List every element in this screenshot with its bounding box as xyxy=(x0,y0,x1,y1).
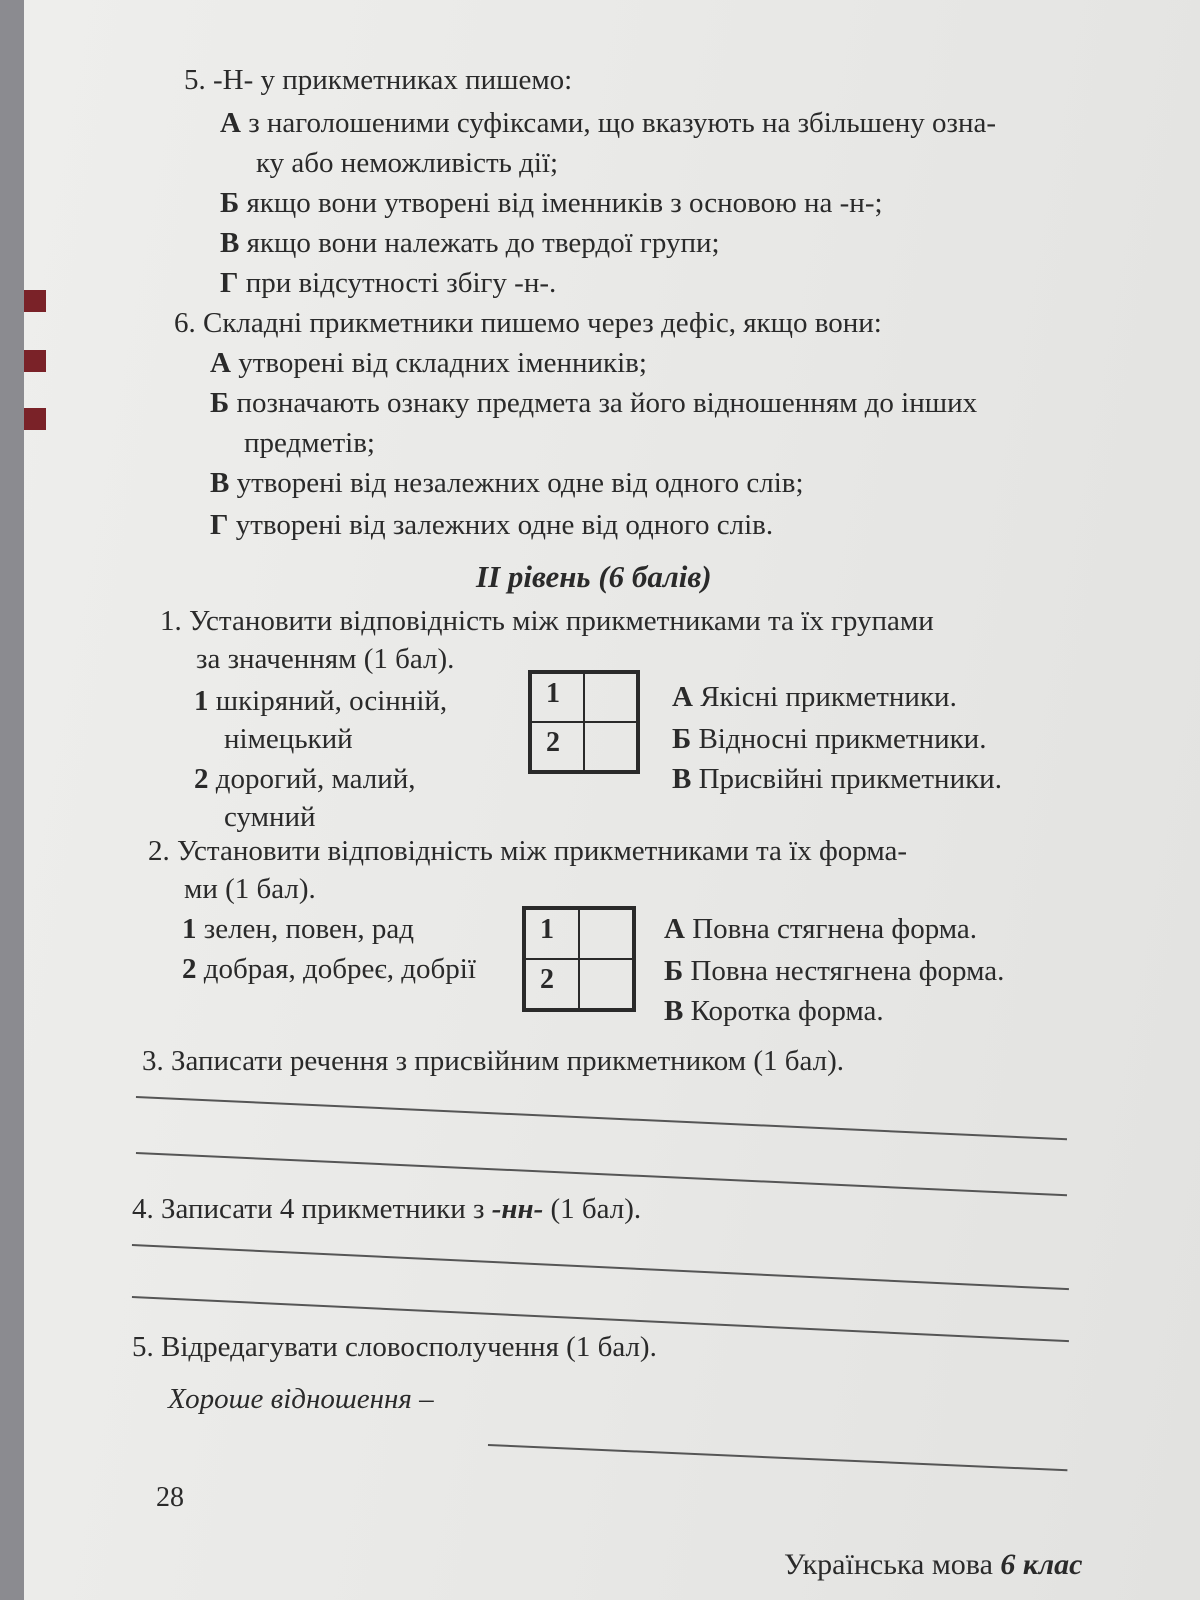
grid-cell-label: 1 xyxy=(525,909,579,959)
page-edge-mark xyxy=(24,350,46,372)
task1-item-2: 2 дорогий, малий, xyxy=(194,763,416,795)
task1-answer-grid xyxy=(528,670,640,774)
page-edge-mark xyxy=(24,408,46,430)
task2-item-1: 1 зелен, повен, рад xyxy=(182,913,414,945)
q5-stem: 5. -Н- у прикметниках пишемо: xyxy=(184,64,573,96)
answer-line[interactable] xyxy=(132,1244,1069,1290)
task2-item-2: 2 добрая, добреє, добрії xyxy=(182,953,476,985)
task2-stem-cont: ми (1 бал). xyxy=(184,873,316,905)
task1-stem: 1. Установити відповідність між прикметниками та їх групами xyxy=(160,605,934,637)
grid-cell-label: 2 xyxy=(531,722,584,771)
q5-option-b: Б якщо вони утворені від іменників з основою на -н-; xyxy=(220,187,883,219)
task1-item-2-cont: сумний xyxy=(224,801,316,833)
task1-answer-c: В Присвійні прикметники. xyxy=(672,763,1002,795)
q5-option-d: Г при відсутності збігу -н-. xyxy=(220,267,557,299)
task2-answer-c: В Коротка форма. xyxy=(664,995,884,1027)
grid-cell-label: 2 xyxy=(525,959,579,1009)
task2-answer-a: А Повна стягнена форма. xyxy=(664,913,978,945)
q6-stem: 6. Складні прикметники пишемо через дефіс, якщо вони: xyxy=(174,307,882,339)
q5-option-a-cont: ку або неможливість дії; xyxy=(256,147,559,179)
answer-line[interactable] xyxy=(136,1152,1067,1196)
task3-stem: 3. Записати речення з присвійним прикметником (1 бал). xyxy=(142,1045,845,1077)
q6-option-b: Б позначають ознаку предмета за його відношенням до інших xyxy=(210,387,978,419)
workbook-page xyxy=(24,0,1200,1600)
q6-option-d: Г утворені від залежних одне від одного слів. xyxy=(210,509,774,541)
task1-answer-b: Б Відносні прикметники. xyxy=(672,723,987,755)
book-footer: Українська мова 6 клас xyxy=(784,1548,1083,1581)
grid-answer-cell[interactable] xyxy=(579,909,633,959)
q6-option-c: В утворені від незалежних одне від одного слів; xyxy=(210,467,804,499)
answer-line[interactable] xyxy=(488,1444,1068,1471)
task2-stem: 2. Установити відповідність між прикметниками та їх форма- xyxy=(148,835,908,867)
task1-answer-a: А Якісні прикметники. xyxy=(672,681,957,713)
task5-phrase: Хороше відношення – xyxy=(168,1383,434,1415)
grid-cell-label: 1 xyxy=(531,673,584,722)
q6-option-a: А утворені від складних іменників; xyxy=(210,347,647,379)
grid-answer-cell[interactable] xyxy=(579,959,633,1009)
answer-line[interactable] xyxy=(136,1096,1067,1140)
page-edge-mark xyxy=(24,290,46,312)
task2-answer-b: Б Повна нестягнена форма. xyxy=(664,955,1005,987)
task1-item-1: 1 шкіряний, осінній, xyxy=(194,685,448,717)
task1-item-1-cont: німецький xyxy=(224,723,353,755)
grid-answer-cell[interactable] xyxy=(584,673,637,722)
task2-answer-grid xyxy=(522,906,636,1012)
task4-stem: 4. Записати 4 прикметники з -нн- (1 бал). xyxy=(132,1193,642,1225)
task1-stem-cont: за значенням (1 бал). xyxy=(196,643,455,675)
page-number: 28 xyxy=(156,1482,184,1513)
q6-option-b-cont: предметів; xyxy=(244,427,375,459)
q5-option-c: В якщо вони належать до твердої групи; xyxy=(220,227,720,259)
task5-stem: 5. Відредагувати словосполучення (1 бал). xyxy=(132,1331,657,1363)
q5-option-a: А з наголошеними суфіксами, що вказують на збільшену озна- xyxy=(220,107,997,139)
level-2-heading: II рівень (6 балів) xyxy=(476,559,712,594)
grid-answer-cell[interactable] xyxy=(584,722,637,771)
